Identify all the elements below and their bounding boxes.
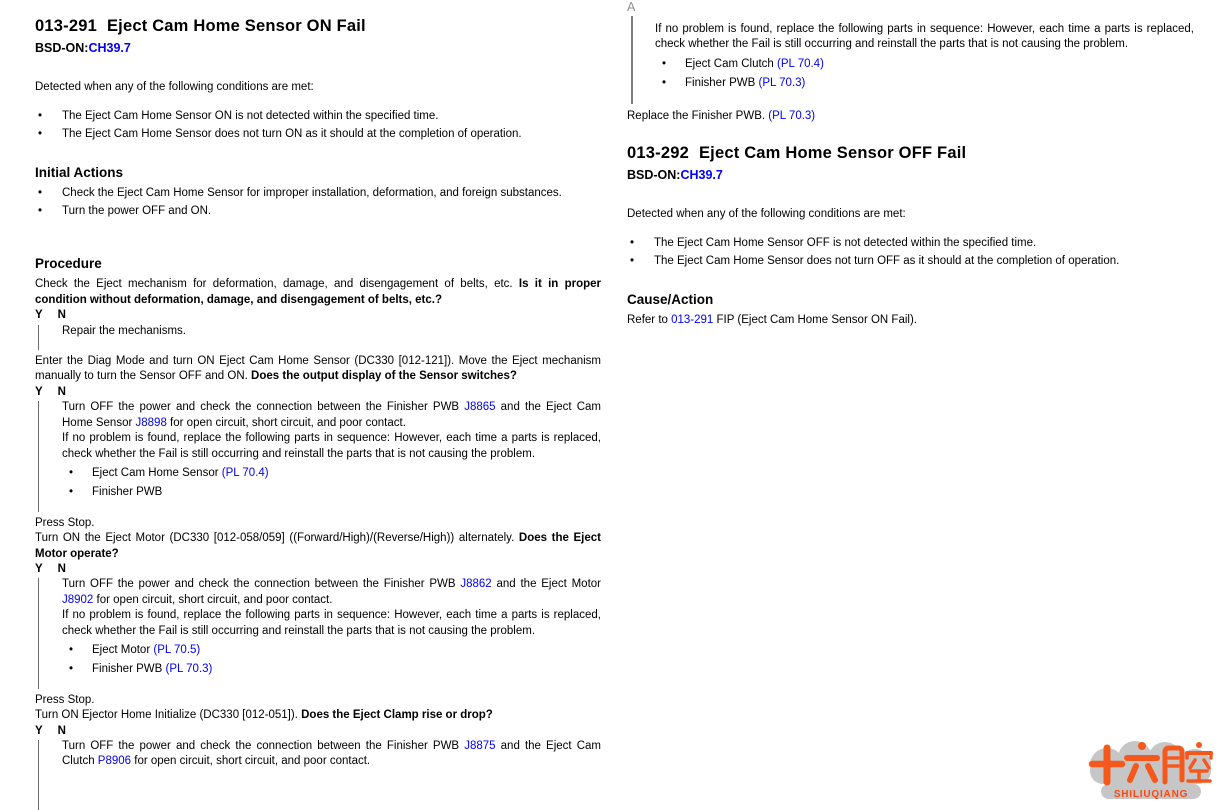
connector-link-j8875[interactable]: J8875	[464, 740, 496, 752]
procedure-step1	[35, 277, 601, 308]
pl-ref-link[interactable]: (PL 70.3)	[165, 663, 213, 676]
press-stop-line: Press Stop.	[35, 693, 95, 706]
no-branch-2	[35, 400, 601, 511]
part-item	[62, 466, 601, 481]
yes-no-row	[35, 724, 601, 739]
pl-ref-link[interactable]: (PL 70.3)	[758, 77, 806, 90]
bullet-icon: •	[69, 486, 74, 499]
pl-ref-link[interactable]: (PL 70.4)	[777, 57, 824, 70]
action-text: Turn the power OFF and ON.	[62, 205, 212, 218]
text-run: Turn OFF the power and check the connection between the Finisher PWB	[62, 740, 465, 752]
check-connection-text	[62, 739, 601, 770]
step-question: Does the Eject Clamp rise or drop?	[301, 709, 493, 722]
bullet-icon: •	[38, 109, 43, 122]
bsd-label: BSD-ON:	[627, 168, 681, 183]
part-item	[655, 76, 1194, 91]
part-item	[655, 57, 1194, 72]
text-run: for open circuit, short circuit, and poor contact.	[93, 593, 333, 606]
action-text: Check the Eject Cam Home Sensor for improper installation, deformation, and foreign substances.	[62, 187, 562, 200]
part-item	[62, 662, 601, 677]
check-connection-text	[62, 577, 601, 608]
yes-label: Y	[35, 309, 43, 322]
cause-action-heading: Cause/Action	[627, 292, 714, 308]
part-list	[62, 466, 601, 501]
bullet-icon: •	[38, 127, 43, 140]
logo-latin-text: SHILIUQIANG	[1113, 789, 1189, 800]
condition-item	[35, 109, 601, 124]
connector-link-j8898[interactable]: J8898	[135, 416, 167, 429]
part-list	[62, 643, 601, 678]
text-run: and the Eject Cam Clutch	[62, 740, 601, 768]
step-question: Does the Eject Motor operate?	[35, 532, 601, 560]
right-column	[627, 0, 1194, 329]
condition-text: The Eject Cam Home Sensor does not turn ON as it should at the completion of operation.	[62, 127, 522, 140]
fault2-bsd-line	[627, 168, 1194, 183]
condition-item	[627, 254, 1194, 269]
step-text: Enter the Diag Mode and turn ON Eject Cam Home Sensor (DC330 [012-121]). Move the Eject mechanism manually to turn the Sensor OFF and ON.	[35, 355, 601, 383]
detected-intro: Detected when any of the following conditions are met:	[627, 208, 906, 221]
text-run: Refer to	[627, 314, 672, 327]
part-name: Eject Cam Home Sensor	[92, 466, 222, 479]
detected-intro: Detected when any of the following conditions are met:	[35, 81, 314, 94]
condition-text: The Eject Cam Home Sensor OFF is not detected within the specified time.	[654, 236, 1037, 249]
text-run: for open circuit, short circuit, and poor contact.	[131, 755, 371, 768]
no-branch-3	[35, 577, 601, 688]
part-list	[655, 57, 1194, 92]
connector-link-p8906[interactable]: P8906	[97, 755, 132, 768]
part-name: Eject Cam Clutch	[685, 57, 778, 70]
condition-text: The Eject Cam Home Sensor ON is not detected within the specified time.	[62, 109, 439, 122]
procedure-step2	[35, 354, 601, 385]
replace-finisher-line	[627, 109, 1194, 124]
no-label: N	[57, 724, 66, 737]
fip-ref-link-013-291[interactable]: 013-291	[671, 314, 714, 327]
part-item	[62, 643, 601, 658]
initial-actions-heading: Initial Actions	[35, 165, 124, 181]
yes-label: Y	[35, 724, 43, 737]
part-name: Finisher PWB	[685, 77, 759, 90]
text-run: and the Eject Motor	[491, 578, 602, 591]
text-run: FIP (Eject Cam Home Sensor ON Fail).	[713, 314, 917, 327]
action-item	[35, 204, 601, 219]
part-name: Eject Motor	[92, 643, 154, 656]
replace-parts-text: If no problem is found, replace the following parts in sequence: However, each time a parts is replaced, check whether the Fail is still occurring and reinstall the parts that is not causing the problem.	[62, 609, 601, 637]
flowchart-connector-a: A	[627, 0, 636, 14]
bullet-icon: •	[38, 205, 43, 218]
no-label: N	[57, 562, 66, 575]
bullet-icon: •	[662, 57, 667, 70]
pl-ref-link[interactable]: (PL 70.3)	[768, 109, 816, 122]
no-label: N	[57, 309, 66, 322]
fault1-code: 013-291	[35, 17, 97, 35]
condition-item	[35, 127, 601, 142]
pl-ref-link[interactable]: (PL 70.4)	[221, 466, 269, 479]
connector-link-j8865[interactable]: J8865	[464, 401, 496, 414]
procedure-step3	[35, 531, 601, 562]
bullet-icon: •	[630, 236, 635, 249]
no-branch-1	[35, 324, 601, 350]
pl-ref-link[interactable]: (PL 70.5)	[153, 643, 201, 656]
left-column	[35, 16, 601, 810]
yes-no-row	[35, 385, 601, 400]
bsd-link[interactable]: CH39.7	[680, 168, 723, 183]
step-text: Check the Eject mechanism for deformation, damage, and disengagement of belts, etc.	[35, 278, 519, 291]
bullet-icon: •	[662, 77, 667, 90]
continuation-block	[627, 0, 1194, 104]
initial-actions-list	[35, 186, 601, 219]
step-question: Does the output display of the Sensor switches?	[251, 370, 517, 383]
condition-list	[35, 109, 601, 142]
part-name: Finisher PWB	[92, 663, 166, 676]
yes-no-row	[35, 562, 601, 577]
part-name: Finisher PWB	[92, 486, 163, 499]
action-item	[35, 186, 601, 201]
text-run: Turn OFF the power and check the connection between the Finisher PWB	[62, 578, 461, 591]
branch-text: Repair the mechanisms.	[62, 324, 186, 337]
procedure-heading: Procedure	[35, 256, 102, 272]
condition-text: The Eject Cam Home Sensor does not turn OFF as it should at the completion of operation.	[654, 254, 1120, 267]
bullet-icon: •	[38, 187, 43, 200]
bullet-icon: •	[69, 643, 74, 656]
connector-link-j8902[interactable]: J8902	[62, 593, 94, 606]
shiliuqiang-watermark	[1085, 737, 1217, 803]
condition-list	[627, 236, 1194, 269]
replace-parts-text: If no problem is found, replace the following parts in sequence: However, each time a parts is replaced, check whether the Fail is still occurring and reinstall the parts that is not causing the problem.	[655, 23, 1194, 51]
yes-label: Y	[35, 562, 43, 575]
check-connection-text	[62, 400, 601, 431]
bullet-icon: •	[69, 466, 74, 479]
bsd-label: BSD-ON:	[35, 41, 89, 55]
step-text: Turn ON Ejector Home Initialize (DC330 [012-051]).	[35, 709, 302, 722]
fault2-title	[627, 143, 1194, 163]
procedure-step4	[35, 708, 601, 723]
replace-parts-text: If no problem is found, replace the following parts in sequence: However, each time a parts is replaced, check whether the Fail is still occurring and reinstall the parts that is not causing the problem.	[62, 432, 601, 460]
fault2-code: 013-292	[627, 144, 689, 163]
fault1-name: Eject Cam Home Sensor ON Fail	[106, 17, 366, 35]
text-run: for open circuit, short circuit, and poor contact.	[166, 416, 406, 429]
condition-item	[627, 236, 1194, 251]
text-run: Replace the Finisher PWB.	[627, 109, 769, 122]
yes-label: Y	[35, 385, 43, 398]
fault2-name: Eject Cam Home Sensor OFF Fail	[698, 144, 967, 163]
connector-link-j8862[interactable]: J8862	[460, 578, 492, 591]
text-run: and the Eject Cam Home Sensor	[62, 401, 601, 429]
yes-no-row	[35, 308, 601, 323]
cause-action-text	[627, 313, 1194, 328]
no-label: N	[57, 385, 66, 398]
step-question: Is it in proper condition without deformation, damage, and disengagement of belts, etc.?	[35, 278, 601, 306]
part-item	[62, 485, 601, 500]
text-run: Turn OFF the power and check the connection between the Finisher PWB	[62, 401, 465, 414]
bullet-icon: •	[630, 254, 635, 267]
continuation-content	[655, 0, 1194, 92]
fault1-bsd-line	[35, 41, 601, 56]
fault1-title	[35, 16, 601, 36]
step-text: Turn ON the Eject Motor (DC330 [012-058/059] ((Forward/High)/(Reverse/High)) alternately.	[35, 532, 519, 545]
bsd-link[interactable]: CH39.7	[88, 41, 131, 55]
bullet-icon: •	[69, 663, 74, 676]
press-stop-line: Press Stop.	[35, 516, 95, 529]
no-branch-4	[35, 739, 601, 810]
